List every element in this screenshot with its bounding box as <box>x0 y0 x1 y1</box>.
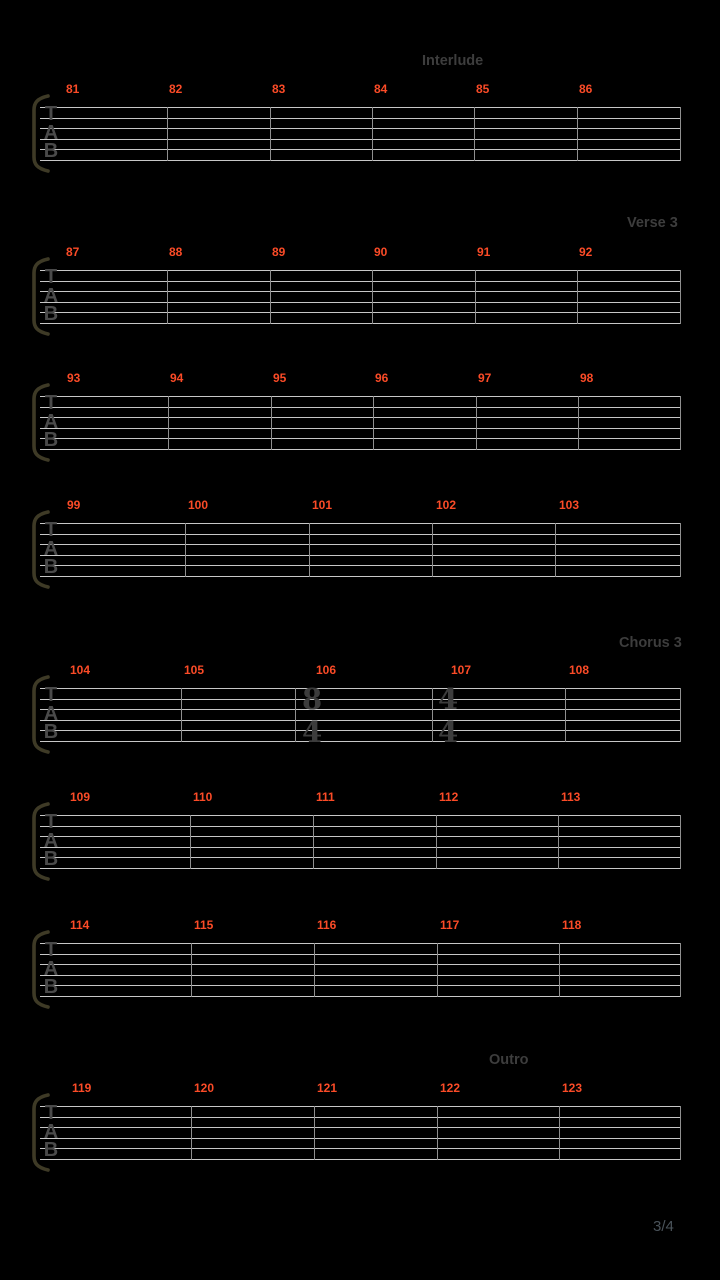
time-signature <box>302 682 323 749</box>
tab-clef-letter: B <box>43 848 59 871</box>
section-label: Chorus 3 <box>619 635 682 651</box>
measure-number: 109 <box>70 790 91 804</box>
measure-number: 110 <box>193 790 213 804</box>
barline <box>372 107 373 161</box>
barline <box>167 107 168 161</box>
staff-line <box>40 544 680 545</box>
measure-number: 97 <box>478 371 492 385</box>
measure-number: 87 <box>66 245 80 259</box>
measure-number: 117 <box>440 918 460 932</box>
staff-line <box>40 291 680 292</box>
barline <box>680 107 681 161</box>
tab-clef <box>42 392 60 452</box>
barline <box>432 523 433 577</box>
measure-number: 120 <box>194 1081 215 1095</box>
measure-number: 111 <box>316 790 335 804</box>
tab-clef-letter: A <box>43 702 59 725</box>
barline <box>313 815 314 869</box>
staff-line <box>40 312 680 313</box>
barline <box>475 270 476 324</box>
barline <box>680 815 681 869</box>
staff-line <box>40 107 680 108</box>
staff-line <box>40 943 680 944</box>
staff-line <box>40 576 680 577</box>
section-label: Interlude <box>422 53 484 69</box>
tab-clef-letter: T <box>44 103 58 125</box>
tab-clef <box>42 939 60 999</box>
staff-line <box>40 118 680 119</box>
staff-line <box>40 417 680 418</box>
staff-line <box>40 857 680 858</box>
staff-line <box>40 868 680 869</box>
staff-line <box>40 449 680 450</box>
measure-number: 106 <box>316 663 337 677</box>
tab-clef-letter: T <box>44 939 58 961</box>
staff-line <box>40 815 680 816</box>
staff-line <box>40 741 680 742</box>
time-signature-denominator: 4 <box>302 715 323 749</box>
barline <box>680 688 681 742</box>
staff-line <box>40 847 680 848</box>
tab-clef-letter: T <box>44 1102 58 1124</box>
measure-number: 115 <box>194 918 214 932</box>
measure-number: 108 <box>569 663 590 677</box>
barline <box>437 1106 438 1160</box>
tab-clef-letter: A <box>43 537 59 560</box>
barline <box>680 943 681 997</box>
barline <box>577 107 578 161</box>
measure-number: 114 <box>70 918 90 932</box>
barline <box>680 523 681 577</box>
tab-clef-letter: B <box>43 976 59 999</box>
measure-number: 86 <box>579 82 593 96</box>
barline <box>474 107 475 161</box>
staff-line <box>40 407 680 408</box>
tab-clef <box>42 103 60 163</box>
barline <box>577 270 578 324</box>
barline <box>373 396 374 450</box>
barline <box>270 270 271 324</box>
measure-number: 103 <box>559 498 580 512</box>
measure-number: 94 <box>170 371 184 385</box>
barline <box>680 1106 681 1160</box>
barline <box>314 1106 315 1160</box>
tab-clef-letter: B <box>43 140 59 163</box>
page-indicator: 3/4 <box>653 1218 674 1235</box>
staff-line <box>40 128 680 129</box>
tab-clef-letter: B <box>43 429 59 452</box>
measure-number: 93 <box>67 371 81 385</box>
barline <box>558 815 559 869</box>
measure-number: 118 <box>562 918 582 932</box>
barline <box>437 943 438 997</box>
barline <box>680 396 681 450</box>
barline <box>167 270 168 324</box>
measure-number: 102 <box>436 498 457 512</box>
measure-number: 83 <box>272 82 286 96</box>
staff-line <box>40 438 680 439</box>
tab-clef-letter: A <box>43 1120 59 1143</box>
barline <box>372 270 373 324</box>
staff-line <box>40 1148 680 1149</box>
tab-clef-letter: A <box>43 957 59 980</box>
staff-line <box>40 964 680 965</box>
section-label: Outro <box>489 1052 529 1068</box>
staff-line <box>40 954 680 955</box>
measure-number: 105 <box>184 663 205 677</box>
barline <box>578 396 579 450</box>
tab-clef-letter: T <box>44 684 58 706</box>
barline <box>559 1106 560 1160</box>
section-label: Verse 3 <box>627 215 678 231</box>
tab-clef-letter: A <box>43 284 59 307</box>
measure-number: 89 <box>272 245 286 259</box>
tab-clef <box>42 811 60 871</box>
measure-number: 95 <box>273 371 287 385</box>
tab-clef <box>42 684 60 744</box>
tab-clef-letter: B <box>43 1139 59 1162</box>
tab-clef-letter: T <box>44 392 58 414</box>
measure-number: 96 <box>375 371 389 385</box>
tab-clef-letter: B <box>43 721 59 744</box>
measure-number: 116 <box>317 918 337 932</box>
tab-clef-letter: A <box>43 121 59 144</box>
staff-line <box>40 565 680 566</box>
staff-line <box>40 1117 680 1118</box>
staff-line <box>40 160 680 161</box>
staff-line <box>40 1159 680 1160</box>
tab-clef-letter: T <box>44 266 58 288</box>
tab-clef-letter: A <box>43 410 59 433</box>
staff-line <box>40 139 680 140</box>
staff-line <box>40 730 680 731</box>
barline <box>309 523 310 577</box>
measure-number: 100 <box>188 498 209 512</box>
barline <box>314 943 315 997</box>
staff-line <box>40 1138 680 1139</box>
barline <box>168 396 169 450</box>
time-signature-numerator: 8 <box>302 682 323 716</box>
staff-line <box>40 996 680 997</box>
staff-line <box>40 302 680 303</box>
staff-line <box>40 534 680 535</box>
measure-number: 113 <box>561 790 581 804</box>
staff-line <box>40 281 680 282</box>
time-signature <box>438 682 459 749</box>
staff-line <box>40 720 680 721</box>
measure-number: 84 <box>374 82 388 96</box>
time-signature-numerator: 4 <box>438 682 459 716</box>
tab-clef-letter: T <box>44 519 58 541</box>
barline <box>295 688 296 742</box>
barline <box>555 523 556 577</box>
measure-number: 91 <box>477 245 491 259</box>
measure-number: 99 <box>67 498 81 512</box>
barline <box>271 396 272 450</box>
staff-line <box>40 688 680 689</box>
tab-clef-letter: B <box>43 556 59 579</box>
staff-line <box>40 396 680 397</box>
measure-number: 88 <box>169 245 183 259</box>
staff-line <box>40 323 680 324</box>
measure-number: 90 <box>374 245 388 259</box>
staff-line <box>40 699 680 700</box>
measure-number: 81 <box>66 82 80 96</box>
barline <box>432 688 433 742</box>
tab-clef-letter: A <box>43 829 59 852</box>
staff-line <box>40 428 680 429</box>
barline <box>680 270 681 324</box>
barline <box>181 688 182 742</box>
tab-clef-letter: B <box>43 303 59 326</box>
staff-line <box>40 836 680 837</box>
staff-line <box>40 709 680 710</box>
tab-clef <box>42 1102 60 1162</box>
measure-number: 101 <box>312 498 333 512</box>
barline <box>565 688 566 742</box>
staff-line <box>40 1127 680 1128</box>
barline <box>436 815 437 869</box>
barline <box>270 107 271 161</box>
measure-number: 82 <box>169 82 183 96</box>
staff-line <box>40 555 680 556</box>
measure-number: 98 <box>580 371 594 385</box>
staff-line <box>40 826 680 827</box>
measure-number: 112 <box>439 790 459 804</box>
barline <box>185 523 186 577</box>
barline <box>191 1106 192 1160</box>
staff-line <box>40 975 680 976</box>
measure-number: 119 <box>72 1081 92 1095</box>
measure-number: 85 <box>476 82 490 96</box>
tab-clef-letter: T <box>44 811 58 833</box>
measure-number: 107 <box>451 663 472 677</box>
measure-number: 123 <box>562 1081 583 1095</box>
measure-number: 121 <box>317 1081 338 1095</box>
staff-line <box>40 985 680 986</box>
staff-line <box>40 523 680 524</box>
time-signature-denominator: 4 <box>438 715 459 749</box>
measure-number: 92 <box>579 245 593 259</box>
measure-number: 122 <box>440 1081 461 1095</box>
measure-number: 104 <box>70 663 91 677</box>
barline <box>559 943 560 997</box>
staff-line <box>40 270 680 271</box>
barline <box>191 943 192 997</box>
tab-clef <box>42 266 60 326</box>
staff-line <box>40 1106 680 1107</box>
tab-clef <box>42 519 60 579</box>
barline <box>476 396 477 450</box>
staff-line <box>40 149 680 150</box>
barline <box>190 815 191 869</box>
